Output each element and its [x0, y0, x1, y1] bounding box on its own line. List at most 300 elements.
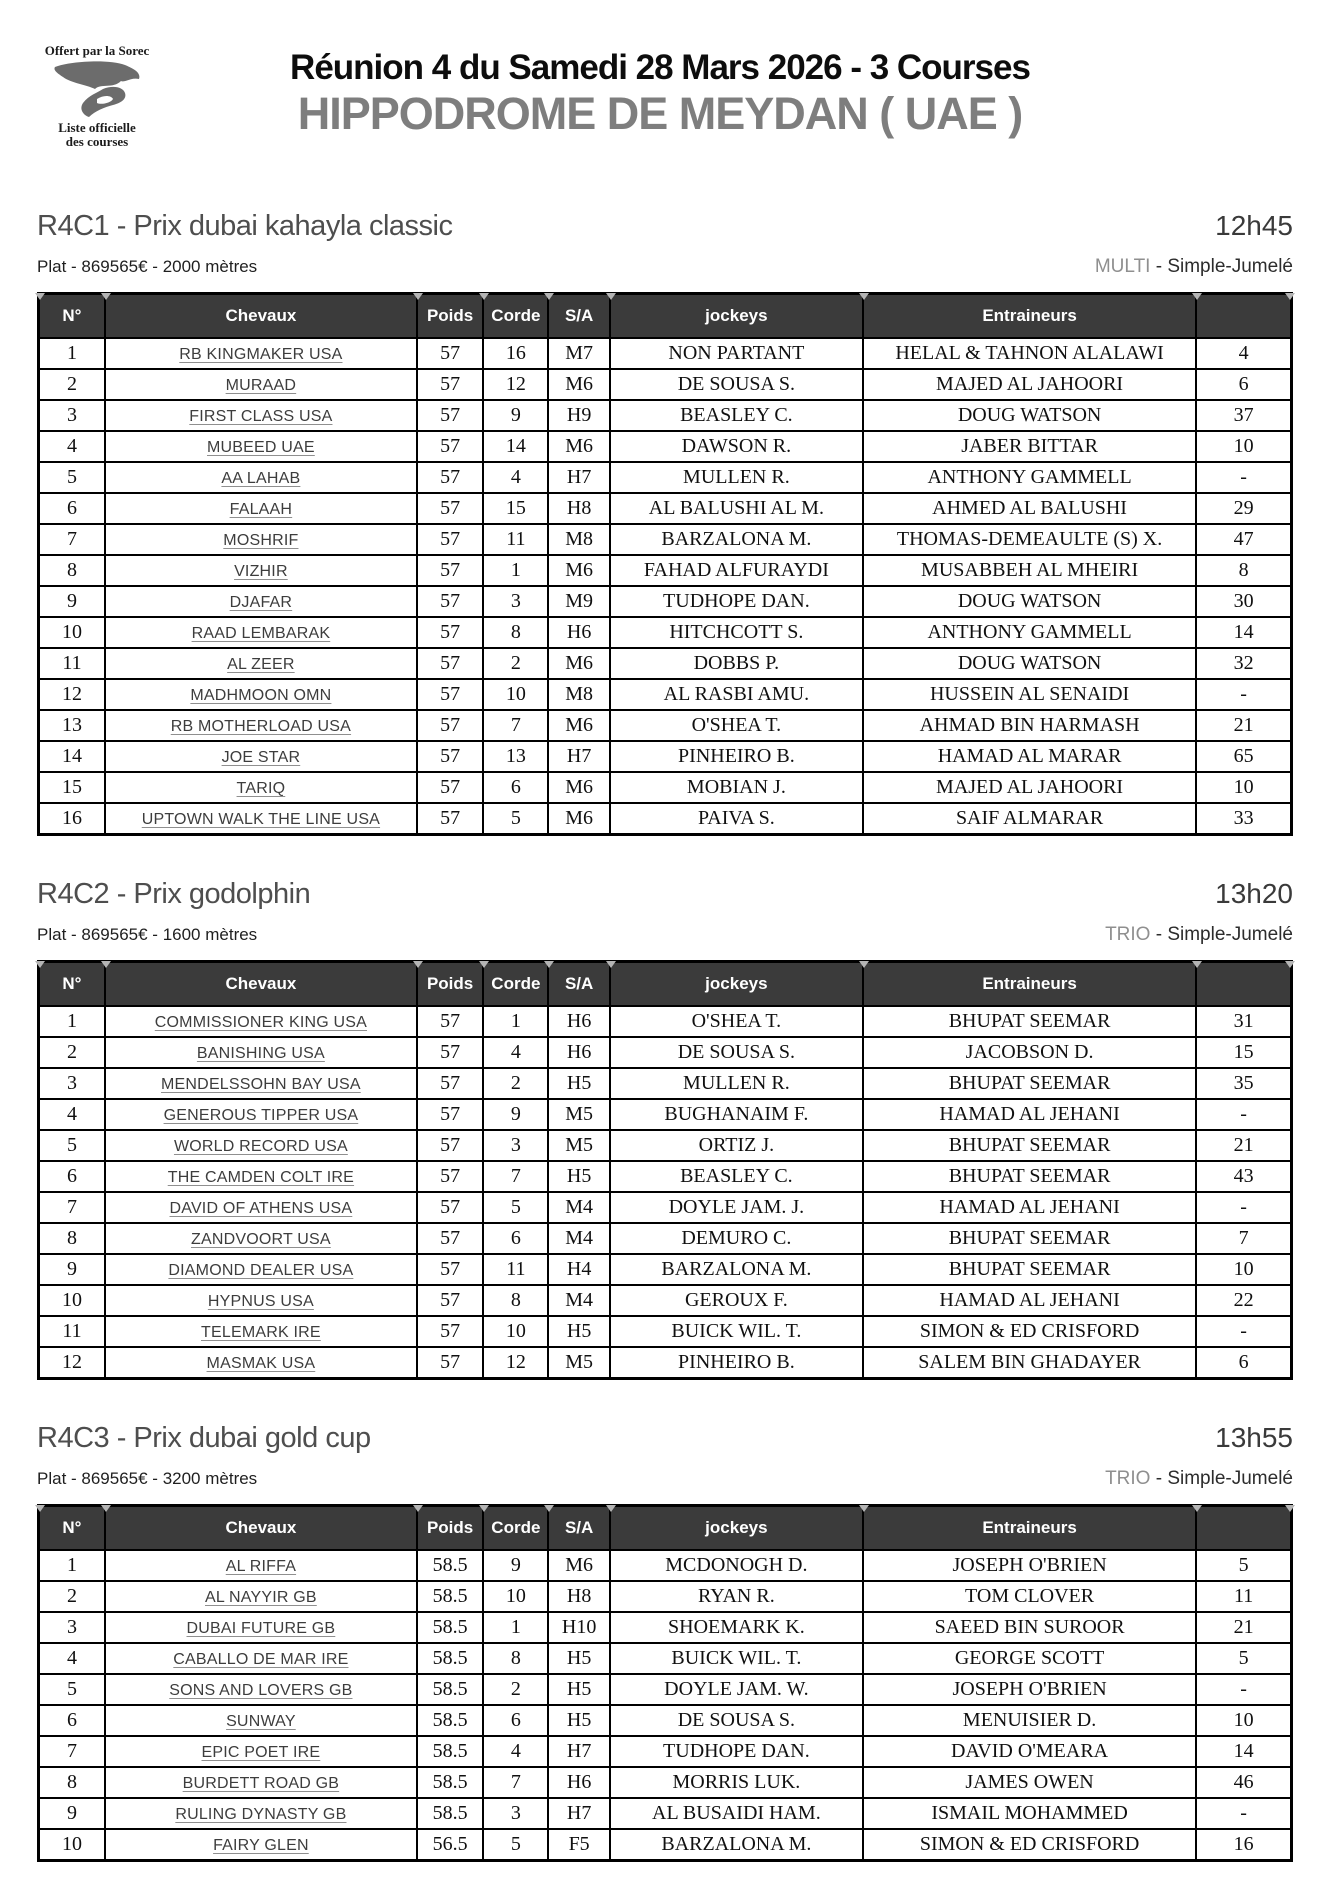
stat-cell: 21 [1196, 1612, 1291, 1643]
document-header [37, 40, 1293, 168]
horse-name-link[interactable]: TELEMARK IRE [201, 1324, 321, 1341]
sorec-logo [37, 40, 157, 149]
corde-cell: 10 [483, 1581, 548, 1612]
trainer-cell: HAMAD AL JEHANI [863, 1192, 1196, 1223]
poids-cell: 58.5 [417, 1767, 483, 1798]
table-row [39, 1316, 1292, 1347]
trainer-cell: JOSEPH O'BRIEN [863, 1550, 1196, 1581]
column-header: N° [39, 294, 105, 339]
jockey-cell: TUDHOPE DAN. [610, 586, 863, 617]
table-row [39, 1829, 1292, 1861]
stat-cell: 33 [1196, 803, 1291, 835]
horse-name-cell [105, 1006, 417, 1037]
poids-cell: 57 [417, 462, 483, 493]
trainer-cell: SAIF ALMARAR [863, 803, 1196, 835]
corde-cell: 9 [483, 400, 548, 431]
sa-cell: M4 [548, 1192, 609, 1223]
horse-name-link[interactable]: HYPNUS USA [207, 1293, 314, 1310]
horse-number-cell: 13 [39, 710, 105, 741]
trainer-cell: BHUPAT SEEMAR [863, 1006, 1196, 1037]
poids-cell: 58.5 [417, 1612, 483, 1643]
column-header [1196, 962, 1291, 1007]
sa-cell: H6 [548, 1006, 609, 1037]
poids-cell: 58.5 [417, 1705, 483, 1736]
corde-cell: 12 [483, 1347, 548, 1379]
jockey-cell: MOBIAN J. [610, 772, 863, 803]
poids-cell: 57 [417, 493, 483, 524]
table-row [39, 1192, 1292, 1223]
horse-name-link[interactable]: WORLD RECORD USA [173, 1138, 348, 1155]
horse-name-link[interactable]: MASMAK USA [206, 1355, 316, 1372]
trainer-cell: DAVID O'MEARA [863, 1736, 1196, 1767]
poids-cell: 57 [417, 1192, 483, 1223]
jockey-cell: DE SOUSA S. [610, 369, 863, 400]
corde-cell: 5 [483, 803, 548, 835]
sa-cell: H5 [548, 1161, 609, 1192]
column-header: Chevaux [105, 1506, 417, 1551]
horse-name-cell [105, 1674, 417, 1705]
race-bet-info [1105, 922, 1293, 948]
jockey-cell: AL RASBI AMU. [610, 679, 863, 710]
race-header [37, 206, 1293, 246]
table-row [39, 1612, 1292, 1643]
corde-cell: 3 [483, 1130, 548, 1161]
poids-cell: 57 [417, 710, 483, 741]
jockey-cell: BUGHANAIM F. [610, 1099, 863, 1130]
stat-cell: - [1196, 1316, 1291, 1347]
horse-number-cell: 4 [39, 1099, 105, 1130]
horse-number-cell: 8 [39, 555, 105, 586]
jockey-cell: O'SHEA T. [610, 710, 863, 741]
horse-name-link[interactable]: FAIRY GLEN [213, 1837, 309, 1854]
sa-cell: H7 [548, 1736, 609, 1767]
horse-name-link[interactable]: UPTOWN WALK THE LINE USA [141, 811, 381, 828]
horse-name-cell [105, 1037, 417, 1068]
table-row [39, 462, 1292, 493]
stat-cell: 37 [1196, 400, 1291, 431]
jockey-cell: AL BALUSHI AL M. [610, 493, 863, 524]
corde-cell: 3 [483, 586, 548, 617]
table-row [39, 493, 1292, 524]
sa-cell: H5 [548, 1674, 609, 1705]
trainer-cell: JOSEPH O'BRIEN [863, 1674, 1196, 1705]
corde-cell: 9 [483, 1550, 548, 1581]
horse-name-link[interactable]: DJAFAR [229, 594, 293, 611]
horse-number-cell: 7 [39, 1192, 105, 1223]
horse-name-cell [105, 400, 417, 431]
horse-number-cell: 8 [39, 1767, 105, 1798]
column-header: Poids [417, 1506, 483, 1551]
horse-name-cell [105, 679, 417, 710]
horse-name-link[interactable]: MURAAD [225, 377, 297, 394]
horse-name-cell [105, 1798, 417, 1829]
trainer-cell: ISMAIL MOHAMMED [863, 1798, 1196, 1829]
jockey-cell: O'SHEA T. [610, 1006, 863, 1037]
horse-name-link[interactable]: AL NAYYIR GB [205, 1589, 317, 1606]
sa-cell: M6 [548, 710, 609, 741]
poids-cell: 57 [417, 679, 483, 710]
jockey-cell: BARZALONA M. [610, 1254, 863, 1285]
race-header [37, 1418, 1293, 1458]
poids-cell: 57 [417, 586, 483, 617]
horse-logo-icon [51, 59, 143, 121]
horse-number-cell: 3 [39, 1068, 105, 1099]
horse-name-cell [105, 1223, 417, 1254]
poids-cell: 58.5 [417, 1550, 483, 1581]
poids-cell: 58.5 [417, 1643, 483, 1674]
stat-cell: 21 [1196, 1130, 1291, 1161]
logo-bottom-text-1: Liste officielle [58, 120, 136, 135]
race-time: 12h45 [1215, 210, 1293, 241]
horse-name-cell [105, 1736, 417, 1767]
table-row [39, 710, 1292, 741]
horse-name-link[interactable]: DUBAI FUTURE GB [186, 1620, 336, 1637]
corde-cell: 1 [483, 555, 548, 586]
stat-cell: - [1196, 1798, 1291, 1829]
horse-name-cell [105, 1130, 417, 1161]
corde-cell: 7 [483, 710, 548, 741]
table-row [39, 586, 1292, 617]
column-header: jockeys [610, 962, 863, 1007]
table-row [39, 741, 1292, 772]
sa-cell: H8 [548, 1581, 609, 1612]
table-row [39, 1130, 1292, 1161]
jockey-cell: BARZALONA M. [610, 1829, 863, 1861]
sa-cell: M7 [548, 338, 609, 369]
jockey-cell: TUDHOPE DAN. [610, 1736, 863, 1767]
horse-name-link[interactable]: EPIC POET IRE [201, 1744, 321, 1761]
horse-name-link[interactable]: MUBEED UAE [207, 439, 315, 456]
race-bet-info [1105, 1466, 1293, 1492]
table-header-row [39, 1506, 1292, 1551]
horse-number-cell: 6 [39, 493, 105, 524]
trainer-cell: SIMON & ED CRISFORD [863, 1829, 1196, 1861]
stat-cell: - [1196, 679, 1291, 710]
horse-name-cell [105, 1767, 417, 1798]
jockey-cell: BARZALONA M. [610, 524, 863, 555]
table-row [39, 679, 1292, 710]
sa-cell: H5 [548, 1316, 609, 1347]
sa-cell: M4 [548, 1223, 609, 1254]
sa-cell: H4 [548, 1254, 609, 1285]
sa-cell: H6 [548, 617, 609, 648]
race-details: Plat - 869565€ - 1600 mètres [37, 925, 258, 944]
sa-cell: H5 [548, 1705, 609, 1736]
horse-name-link[interactable]: DAVID OF ATHENS USA [169, 1200, 353, 1217]
sa-cell: M4 [548, 1285, 609, 1316]
jockey-cell: PINHEIRO B. [610, 741, 863, 772]
horse-number-cell: 4 [39, 431, 105, 462]
stat-cell: 46 [1196, 1767, 1291, 1798]
corde-cell: 5 [483, 1829, 548, 1861]
poids-cell: 57 [417, 1347, 483, 1379]
jockey-cell: AL BUSAIDI HAM. [610, 1798, 863, 1829]
table-row [39, 400, 1292, 431]
poids-cell: 57 [417, 1161, 483, 1192]
column-header [1196, 1506, 1291, 1551]
stat-cell: 22 [1196, 1285, 1291, 1316]
table-body [39, 1550, 1292, 1861]
trainer-cell: JACOBSON D. [863, 1037, 1196, 1068]
jockey-cell: DE SOUSA S. [610, 1037, 863, 1068]
horse-name-cell [105, 1099, 417, 1130]
horse-name-cell [105, 1161, 417, 1192]
horse-number-cell: 3 [39, 1612, 105, 1643]
table-row [39, 1037, 1292, 1068]
horse-name-cell [105, 710, 417, 741]
corde-cell: 6 [483, 1705, 548, 1736]
trainer-cell: JAMES OWEN [863, 1767, 1196, 1798]
trainer-cell: HAMAD AL JEHANI [863, 1285, 1196, 1316]
corde-cell: 11 [483, 1254, 548, 1285]
horse-name-link[interactable]: SUNWAY [226, 1713, 296, 1730]
table-row [39, 648, 1292, 679]
horse-name-link[interactable]: MENDELSSOHN BAY USA [161, 1076, 361, 1093]
poids-cell: 57 [417, 1223, 483, 1254]
trainer-cell: THOMAS-DEMEAULTE (S) X. [863, 524, 1196, 555]
race-header [37, 874, 1293, 914]
corde-cell: 7 [483, 1161, 548, 1192]
logo-top-text: Offert par la Sorec [44, 43, 150, 58]
table-row [39, 1736, 1292, 1767]
trainer-cell: SAEED BIN SUROOR [863, 1612, 1196, 1643]
table-row [39, 1581, 1292, 1612]
jockey-cell: MULLEN R. [610, 1068, 863, 1099]
corde-cell: 5 [483, 1192, 548, 1223]
corde-cell: 2 [483, 1674, 548, 1705]
sa-cell: M9 [548, 586, 609, 617]
horse-name-link[interactable]: BANISHING USA [196, 1045, 325, 1062]
poids-cell: 57 [417, 803, 483, 835]
horse-name-cell [105, 803, 417, 835]
horse-number-cell: 9 [39, 1254, 105, 1285]
horse-number-cell: 7 [39, 524, 105, 555]
horse-number-cell: 16 [39, 803, 105, 835]
horse-name-link[interactable]: CABALLO DE MAR IRE [173, 1651, 349, 1668]
corde-cell: 9 [483, 1099, 548, 1130]
horse-name-link[interactable]: RB KINGMAKER USA [179, 346, 343, 363]
trainer-cell: HAMAD AL MARAR [863, 741, 1196, 772]
stat-cell: 65 [1196, 741, 1291, 772]
column-header: Corde [483, 294, 548, 339]
jockey-cell: HITCHCOTT S. [610, 617, 863, 648]
horse-name-cell [105, 1643, 417, 1674]
horse-number-cell: 9 [39, 1798, 105, 1829]
corde-cell: 11 [483, 524, 548, 555]
poids-cell: 57 [417, 648, 483, 679]
horse-name-cell [105, 1705, 417, 1736]
horse-name-link[interactable]: ZANDVOORT USA [190, 1231, 331, 1248]
horse-name-link[interactable]: COMMISSIONER KING USA [154, 1014, 368, 1031]
trainer-cell: MAJED AL JAHOORI [863, 772, 1196, 803]
horse-number-cell: 12 [39, 679, 105, 710]
horse-name-link[interactable]: JOE STAR [221, 749, 301, 766]
horse-name-link[interactable]: AL RIFFA [225, 1558, 297, 1575]
corde-cell: 12 [483, 369, 548, 400]
horse-name-link[interactable]: MOSHRIF [223, 532, 299, 549]
horse-number-cell: 8 [39, 1223, 105, 1254]
corde-cell: 14 [483, 431, 548, 462]
horse-name-link[interactable]: THE CAMDEN COLT IRE [167, 1169, 355, 1186]
sa-cell: M6 [548, 431, 609, 462]
stat-cell: - [1196, 462, 1291, 493]
sa-cell: M6 [548, 648, 609, 679]
table-row [39, 431, 1292, 462]
race-section [37, 1418, 1293, 1862]
jockey-cell: SHOEMARK K. [610, 1612, 863, 1643]
poids-cell: 57 [417, 1316, 483, 1347]
sa-cell: M6 [548, 1550, 609, 1581]
jockey-cell: PAIVA S. [610, 803, 863, 835]
table-row [39, 1068, 1292, 1099]
race-subheader [37, 922, 1293, 948]
table-row [39, 1674, 1292, 1705]
corde-cell: 1 [483, 1612, 548, 1643]
jockey-cell: BEASLEY C. [610, 400, 863, 431]
table-row [39, 1161, 1292, 1192]
horse-name-link[interactable]: FALAAH [229, 501, 293, 518]
table-row [39, 1099, 1292, 1130]
race-title: R4C1 - Prix dubai kahayla classic [37, 210, 453, 242]
horse-number-cell: 11 [39, 1316, 105, 1347]
stat-cell: 6 [1196, 1347, 1291, 1379]
stat-cell: 8 [1196, 555, 1291, 586]
column-header: N° [39, 1506, 105, 1551]
poids-cell: 57 [417, 1285, 483, 1316]
horse-name-cell [105, 462, 417, 493]
trainer-cell: MAJED AL JAHOORI [863, 369, 1196, 400]
table-row [39, 1767, 1292, 1798]
corde-cell: 6 [483, 1223, 548, 1254]
jockey-cell: DOYLE JAM. W. [610, 1674, 863, 1705]
horse-name-link[interactable]: BURDETT ROAD GB [182, 1775, 340, 1792]
horse-number-cell: 12 [39, 1347, 105, 1379]
horse-name-link[interactable]: DIAMOND DEALER USA [168, 1262, 354, 1279]
trainer-cell: TOM CLOVER [863, 1581, 1196, 1612]
horse-name-link[interactable]: RULING DYNASTY GB [175, 1806, 347, 1823]
corde-cell: 10 [483, 679, 548, 710]
jockey-cell: MULLEN R. [610, 462, 863, 493]
horse-name-link[interactable]: TARIQ [236, 780, 286, 797]
horse-name-cell [105, 1068, 417, 1099]
stat-cell: 4 [1196, 338, 1291, 369]
sa-cell: M6 [548, 369, 609, 400]
trainer-cell: BHUPAT SEEMAR [863, 1161, 1196, 1192]
jockey-cell: DAWSON R. [610, 431, 863, 462]
jockey-cell: DOYLE JAM. J. [610, 1192, 863, 1223]
race-details: Plat - 869565€ - 2000 mètres [37, 257, 258, 276]
table-row [39, 524, 1292, 555]
trainer-cell: MENUISIER D. [863, 1705, 1196, 1736]
stat-cell: 15 [1196, 1037, 1291, 1068]
jockey-cell: BUICK WIL. T. [610, 1643, 863, 1674]
jockey-cell: PINHEIRO B. [610, 1347, 863, 1379]
table-header-row [39, 962, 1292, 1007]
races-container [37, 206, 1293, 1862]
horse-name-link[interactable]: RB MOTHERLOAD USA [170, 718, 352, 735]
trainer-cell: HUSSEIN AL SENAIDI [863, 679, 1196, 710]
stat-cell: 43 [1196, 1161, 1291, 1192]
horse-name-link[interactable]: AL ZEER [227, 656, 295, 673]
column-header: Chevaux [105, 294, 417, 339]
table-row [39, 617, 1292, 648]
horse-number-cell: 11 [39, 648, 105, 679]
corde-cell: 10 [483, 1316, 548, 1347]
table-row [39, 772, 1292, 803]
sa-cell: H5 [548, 1068, 609, 1099]
race-section [37, 206, 1293, 836]
horse-name-link[interactable]: GENEROUS TIPPER USA [163, 1107, 359, 1124]
corde-cell: 1 [483, 1006, 548, 1037]
trainer-cell: BHUPAT SEEMAR [863, 1130, 1196, 1161]
horse-number-cell: 10 [39, 1829, 105, 1861]
poids-cell: 58.5 [417, 1736, 483, 1767]
poids-cell: 57 [417, 524, 483, 555]
jockey-cell: ORTIZ J. [610, 1130, 863, 1161]
sa-cell: H7 [548, 741, 609, 772]
sa-cell: M6 [548, 803, 609, 835]
meeting-title: Réunion 4 du Samedi 28 Mars 2026 - 3 Courses [290, 48, 1030, 87]
horse-name-cell [105, 1550, 417, 1581]
poids-cell: 57 [417, 1037, 483, 1068]
horse-number-cell: 14 [39, 741, 105, 772]
horse-name-link[interactable]: VIZHIR [234, 563, 288, 580]
horse-name-cell [105, 1612, 417, 1643]
horse-number-cell: 10 [39, 1285, 105, 1316]
horse-name-link[interactable]: RAAD LEMBARAK [191, 625, 331, 642]
table-row [39, 338, 1292, 369]
stat-cell: - [1196, 1674, 1291, 1705]
bet-rest: - Simple-Jumelé [1150, 924, 1293, 945]
race-time: 13h55 [1215, 1422, 1293, 1453]
table-row [39, 555, 1292, 586]
corde-cell: 13 [483, 741, 548, 772]
horse-name-cell [105, 338, 417, 369]
horse-name-cell [105, 555, 417, 586]
stat-cell: 14 [1196, 1736, 1291, 1767]
column-header [1196, 294, 1291, 339]
sa-cell: M6 [548, 772, 609, 803]
column-header: Poids [417, 294, 483, 339]
race-details: Plat - 869565€ - 3200 mètres [37, 1469, 258, 1488]
race-bet-info [1095, 254, 1293, 280]
horse-name-link[interactable]: SONS AND LOVERS GB [169, 1682, 353, 1699]
column-header: Entraineurs [863, 294, 1196, 339]
column-header: Chevaux [105, 962, 417, 1007]
poids-cell: 57 [417, 400, 483, 431]
horse-number-cell: 1 [39, 1550, 105, 1581]
horse-name-cell [105, 617, 417, 648]
jockey-cell: MCDONOGH D. [610, 1550, 863, 1581]
trainer-cell: BHUPAT SEEMAR [863, 1223, 1196, 1254]
title-block [157, 40, 1163, 140]
trainer-cell: DOUG WATSON [863, 648, 1196, 679]
jockey-cell: NON PARTANT [610, 338, 863, 369]
horse-number-cell: 2 [39, 369, 105, 400]
jockey-cell: FAHAD ALFURAYDI [610, 555, 863, 586]
race-title: R4C3 - Prix dubai gold cup [37, 1422, 371, 1454]
table-row [39, 1550, 1292, 1581]
column-header: Poids [417, 962, 483, 1007]
stat-cell: 29 [1196, 493, 1291, 524]
corde-cell: 16 [483, 338, 548, 369]
stat-cell: 16 [1196, 1829, 1291, 1861]
horse-number-cell: 5 [39, 462, 105, 493]
horse-name-link[interactable]: AA LAHAB [221, 470, 301, 487]
horse-name-link[interactable]: MADHMOON OMN [190, 687, 332, 704]
horse-name-link[interactable]: FIRST CLASS USA [189, 408, 333, 425]
jockey-cell: DOBBS P. [610, 648, 863, 679]
